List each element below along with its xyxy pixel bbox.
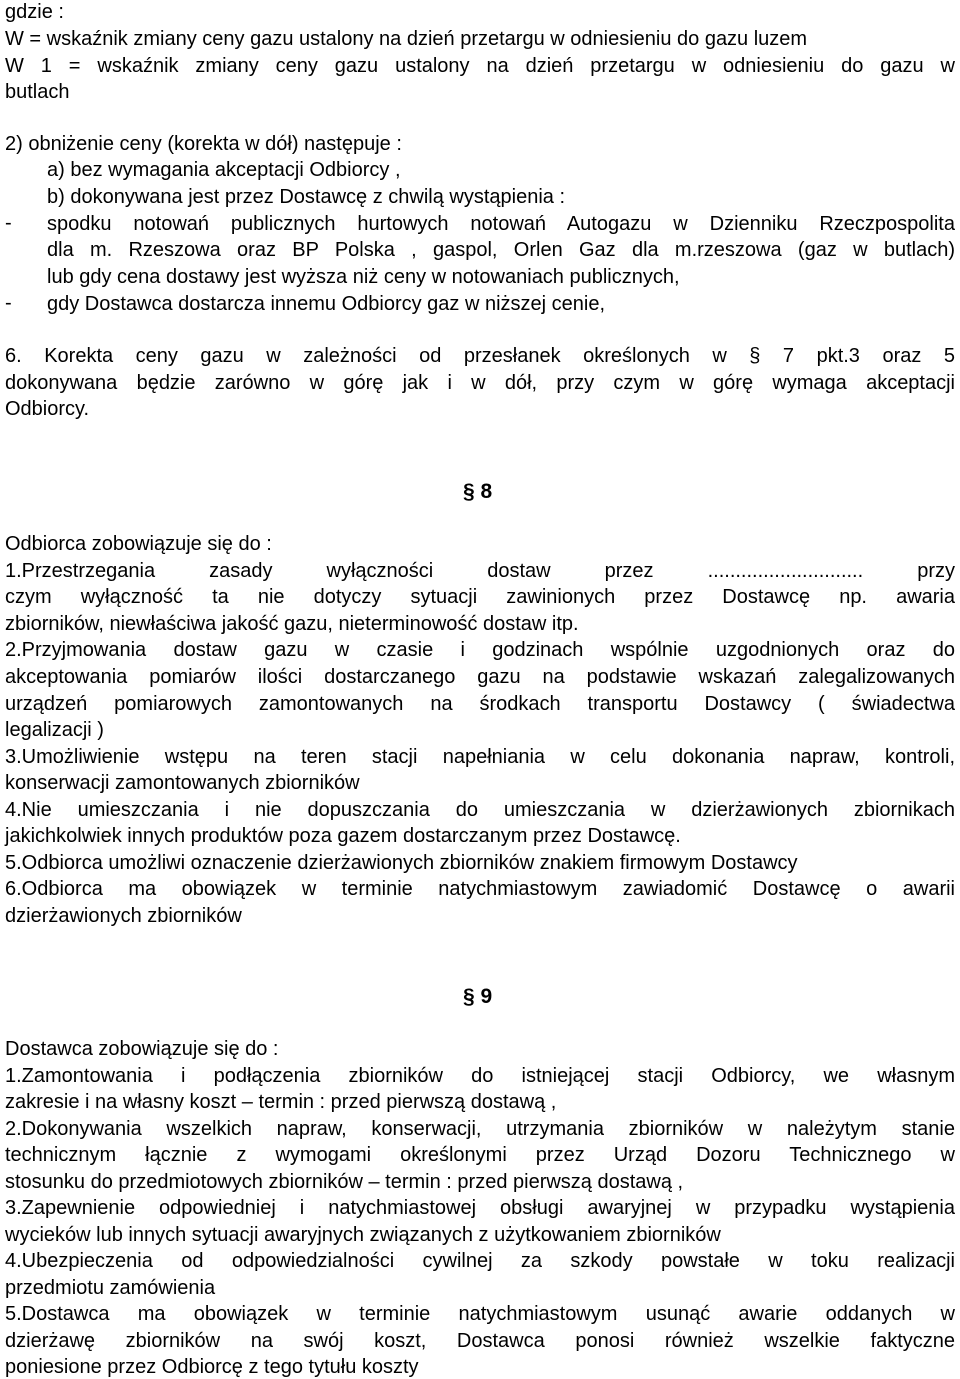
text-line: 2.Przyjmowania dostaw gazu w czasie i godzinach wspólnie uzgodnionych oraz do bbox=[5, 639, 955, 661]
text-line: 2.Dokonywania wszelkich napraw, konserwacji, utrzymania zbiorników w należytym stanie bbox=[5, 1118, 955, 1140]
text-line: zbiorników, niewłaściwa jakość gazu, nieterminowość dostaw itp. bbox=[5, 613, 579, 635]
text-line: dla m. Rzeszowa oraz BP Polska , gaspol, Orlen Gaz dla m.rzeszowa (gaz w butlach) bbox=[47, 239, 955, 261]
text-line: Dostawca zobowiązuje się do : bbox=[5, 1038, 279, 1060]
text-line: 3.Zapewnienie odpowiedniej i natychmiastowej obsługi awaryjnej w przypadku wystąpienia bbox=[5, 1197, 955, 1219]
text-line: dzierżawę zbiorników na swój koszt, Dostawca ponosi również wszelkie faktyczne bbox=[5, 1330, 955, 1352]
list-item: 2) obniżenie ceny (korekta w dół) następuje : bbox=[5, 133, 402, 155]
text-line: technicznym łącznie z wymogami określonymi przez Urząd Dozoru Technicznego w bbox=[5, 1144, 955, 1166]
text-line: 4.Nie umieszczania i nie dopuszczania do umieszczania w dzierżawionych zbiornikach bbox=[5, 799, 955, 821]
text-line: 5.Dostawca ma obowiązek w terminie natychmiastowym usunąć awarie oddanych w bbox=[5, 1303, 955, 1325]
text-line: akceptowania pomiarów ilości dostarczanego gazu na podstawie wskazań zalegalizowanych bbox=[5, 666, 955, 688]
list-item: b) dokonywana jest przez Dostawcę z chwilą wystąpienia : bbox=[47, 186, 566, 208]
text-line: dokonywana będzie zarówno w górę jak i w dół, przy czym w górę wymaga akceptacji bbox=[5, 372, 955, 394]
text-line: gdzie : bbox=[5, 1, 64, 23]
text-line: przedmiotu zamówienia bbox=[5, 1277, 216, 1299]
text-line: czym wyłączność ta nie dotyczy sytuacji zawinionych przez Dostawcę np. awaria bbox=[5, 586, 955, 608]
text-line: 1.Przestrzegania zasady wyłączności dostaw przez ............................ przy bbox=[5, 560, 955, 582]
text-line: Odbiorca zobowiązuje się do : bbox=[5, 533, 272, 555]
dash-bullet: - bbox=[5, 292, 12, 314]
text-line: W 1 = wskaźnik zmiany ceny gazu ustalony na dzień przetargu w odniesieniu do gazu w bbox=[5, 55, 955, 77]
text-line: lub gdy cena dostawy jest wyższa niż ceny w notowaniach publicznych, bbox=[47, 266, 680, 288]
text-line: konserwacji zamontowanych zbiorników bbox=[5, 772, 360, 794]
section-heading-9: § 9 bbox=[463, 985, 493, 1008]
text-line: 4.Ubezpieczenia od odpowiedzialności cywilnej za szkody powstałe w toku realizacji bbox=[5, 1250, 955, 1272]
dash-bullet: - bbox=[5, 212, 12, 234]
text-line: gdy Dostawca dostarcza innemu Odbiorcy gaz w niższej cenie, bbox=[47, 293, 606, 315]
text-line: wycieków lub innych sytuacji awaryjnych związanych z użytkowaniem zbiorników bbox=[5, 1224, 721, 1246]
text-line: legalizacji ) bbox=[5, 719, 104, 741]
text-line: 6.Odbiorca ma obowiązek w terminie natychmiastowym zawiadomić Dostawcę o awarii bbox=[5, 878, 955, 900]
text-line: poniesione przez Odbiorcę z tego tytułu koszty bbox=[5, 1356, 419, 1378]
text-line: stosunku do przedmiotowych zbiorników – termin : przed pierwszą dostawą , bbox=[5, 1171, 684, 1193]
text-line: 5.Odbiorca umożliwi oznaczenie dzierżawionych zbiorników znakiem firmowym Dostawcy bbox=[5, 852, 798, 874]
text-line: zakresie i na własny koszt – termin : przed pierwszą dostawą , bbox=[5, 1091, 557, 1113]
text-line: 6. Korekta ceny gazu w zależności od przesłanek określonych w § 7 pkt.3 oraz 5 bbox=[5, 345, 955, 367]
text-line: butlach bbox=[5, 81, 70, 103]
text-line: dzierżawionych zbiorników bbox=[5, 905, 242, 927]
text-line: Odbiorcy. bbox=[5, 398, 90, 420]
text-line: 3.Umożliwienie wstępu na teren stacji napełniania w celu dokonania napraw, kontroli, bbox=[5, 746, 955, 768]
text-line: spodku notowań publicznych hurtowych notowań Autogazu w Dzienniku Rzeczpospolita bbox=[47, 213, 955, 235]
list-item: a) bez wymagania akceptacji Odbiorcy , bbox=[47, 159, 401, 181]
section-heading-8: § 8 bbox=[463, 480, 493, 503]
text-line: urządzeń pomiarowych zamontowanych na środkach transportu Dostawcy ( świadectwa bbox=[5, 693, 955, 715]
text-line: W = wskaźnik zmiany ceny gazu ustalony na dzień przetargu w odniesieniu do gazu luzem bbox=[5, 28, 808, 50]
text-line: 1.Zamontowania i podłączenia zbiorników do istniejącej stacji Odbiorcy, we własnym bbox=[5, 1065, 955, 1087]
text-line: jakichkolwiek innych produktów poza gazem dostarczanym przez Dostawcę. bbox=[5, 825, 681, 847]
